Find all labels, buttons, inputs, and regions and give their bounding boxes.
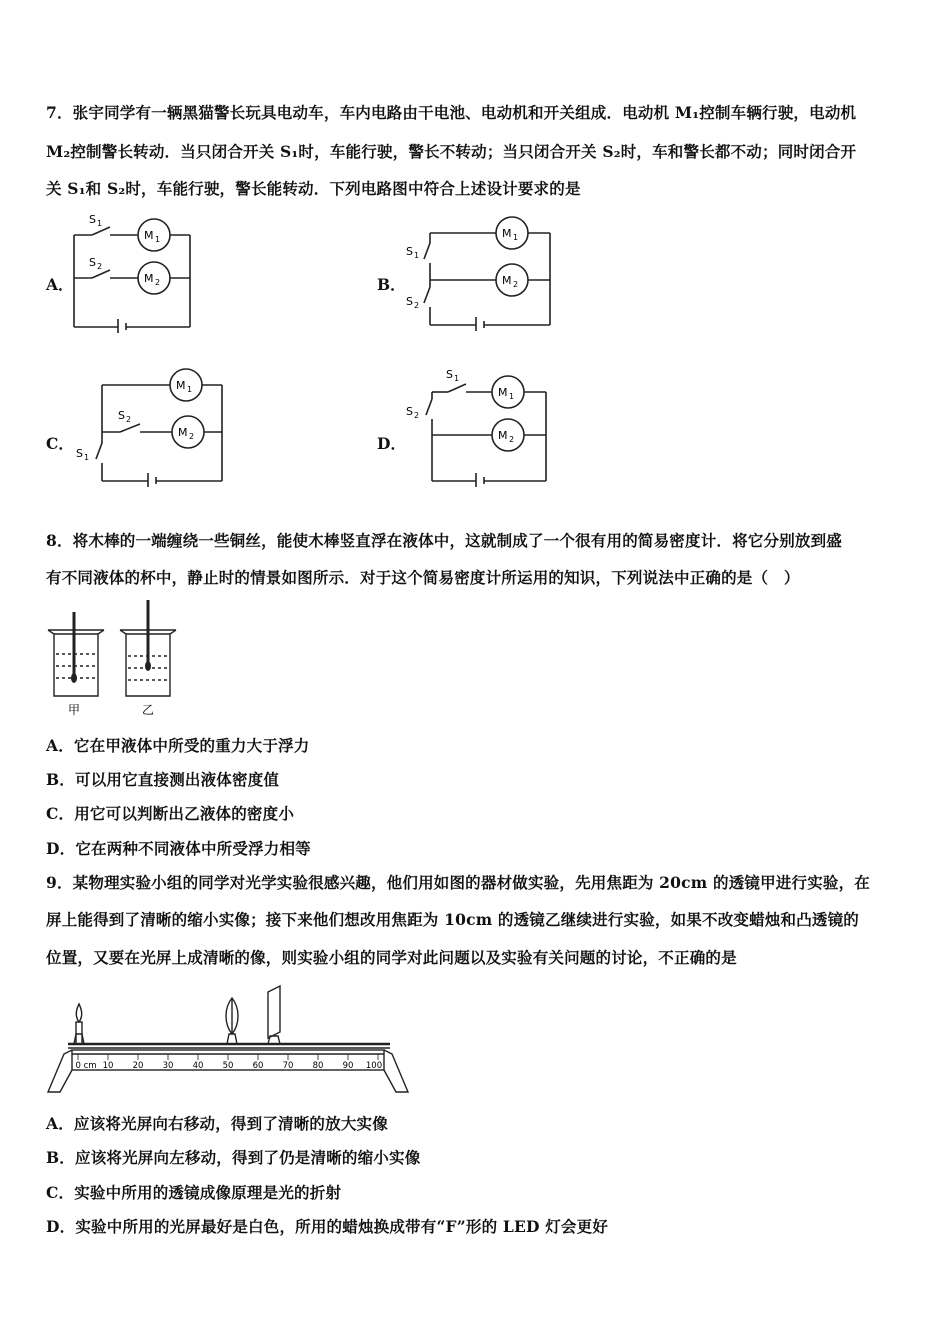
q7-option-c-label: C．: [46, 434, 74, 453]
ruler-label-40: 40: [192, 1061, 204, 1071]
b-m2-label: M: [502, 274, 512, 287]
c-m2-label: M: [178, 426, 188, 439]
q9-line-3: 位置，又要在光屏上成清晰的像，则实验小组的同学对此问题以及实验有关问题的讨论，不正确的是: [46, 948, 737, 967]
b-m1-label: M: [502, 227, 512, 240]
d-s2-label: S: [406, 405, 413, 418]
d-s2-sub: 2: [414, 411, 420, 420]
q9-choice-d: D．实验中所用的光屏最好是白色，所用的蜡烛换成带有“F”形的 LED 灯会更好: [46, 1217, 609, 1236]
q7-option-b-label: B．: [377, 275, 406, 294]
ruler-label-80: 80: [312, 1061, 324, 1071]
d-s1-label: S: [446, 368, 453, 381]
q9-choice-c: C．实验中所用的透镜成像原理是光的折射: [46, 1183, 342, 1202]
ruler-label-0: 0 cm: [75, 1061, 97, 1071]
q8-line-1: 8．将木棒的一端缠绕一些铜丝，能使木棒竖直浮在液体中，这就制成了一个很有用的简易密度计．将它分别放到盛: [46, 531, 842, 550]
circuit-c-diagram: [70, 365, 230, 490]
c-s1-sub: 1: [84, 453, 90, 462]
ruler-label-10: 10: [102, 1061, 114, 1071]
q8-choice-d: D．它在两种不同液体中所受浮力相等: [46, 839, 311, 858]
b-s2-sub: 2: [414, 301, 420, 310]
d-s1-sub: 1: [454, 374, 460, 383]
optical-bench-diagram: [42, 982, 412, 1098]
q8-choice-c: C．用它可以判断出乙液体的密度小: [46, 804, 295, 823]
beakers-diagram: [44, 598, 184, 720]
ruler-label-100: 100: [365, 1061, 383, 1071]
q7-option-a-label: A．: [46, 275, 74, 294]
q8-choice-b: B．可以用它直接测出液体密度值: [46, 770, 280, 789]
d-m1-sub: 1: [509, 392, 515, 401]
c-s2-label: S: [118, 409, 125, 422]
ruler-label-30: 30: [162, 1061, 174, 1071]
a-s1-label: S: [89, 213, 96, 226]
ruler-label-20: 20: [132, 1061, 144, 1071]
b-s2-label: S: [406, 295, 413, 308]
circuit-d-diagram: [400, 365, 555, 490]
a-m2-label: M: [144, 272, 154, 285]
q7-line-1: 7．张宇同学有一辆黑猫警长玩具电动车，车内电路由干电池、电动机和开关组成．电动机 M₁控制车辆行驶，电动机: [46, 103, 857, 122]
ruler-label-50: 50: [222, 1061, 234, 1071]
c-m2-sub: 2: [189, 432, 195, 441]
a-m1-sub: 1: [155, 235, 161, 244]
circuit-b-diagram: [400, 215, 560, 335]
b-s1-sub: 1: [414, 251, 420, 260]
a-s2-label: S: [89, 256, 96, 269]
c-m1-label: M: [176, 379, 186, 392]
a-m2-sub: 2: [155, 278, 161, 287]
q9-choice-b: B．应该将光屏向左移动，得到了仍是清晰的缩小实像: [46, 1148, 421, 1167]
ruler-label-90: 90: [342, 1061, 354, 1071]
d-m1-label: M: [498, 386, 508, 399]
q8-line-2: 有不同液体的杯中，静止时的情景如图所示．对于这个简易密度计所运用的知识，下列说法中正确的是（ ）: [46, 568, 800, 587]
q9-line-2: 屏上能得到了清晰的缩小实像；接下来他们想改用焦距为 10cm 的透镜乙继续进行实验，如果不改变蜡烛和凸透镜的: [46, 910, 860, 929]
a-m1-label: M: [144, 229, 154, 242]
ruler-label-60: 60: [252, 1061, 264, 1071]
ruler-label-70: 70: [282, 1061, 294, 1071]
q9-line-1: 9．某物理实验小组的同学对光学实验很感兴趣，他们用如图的器材做实验，先用焦距为 20cm 的透镜甲进行实验，在: [46, 873, 870, 892]
b-m1-sub: 1: [513, 233, 519, 242]
beaker-label-yi: 乙: [141, 703, 155, 717]
d-m2-label: M: [498, 429, 508, 442]
d-m2-sub: 2: [509, 435, 515, 444]
circuit-a-diagram: [66, 205, 201, 333]
q8-choice-a: A．它在甲液体中所受的重力大于浮力: [46, 736, 310, 755]
c-s1-label: S: [76, 447, 83, 460]
c-s2-sub: 2: [126, 415, 132, 424]
c-m1-sub: 1: [187, 385, 193, 394]
ruler-ticks: [78, 1054, 378, 1060]
beaker-label-jia: 甲: [67, 703, 81, 717]
q7-option-d-label: D．: [377, 434, 406, 453]
q7-line-2: M₂控制警长转动．当只闭合开关 S₁时，车能行驶，警长不转动；当只闭合开关 S₂时，车和警长都不动；同时闭合开: [46, 142, 857, 161]
b-m2-sub: 2: [513, 280, 519, 289]
densimeter-weight-a: [71, 673, 77, 683]
q9-choice-a: A．应该将光屏向右移动，得到了清晰的放大实像: [46, 1114, 388, 1133]
a-s2-sub: 2: [97, 262, 103, 271]
b-s1-label: S: [406, 245, 413, 258]
a-s1-sub: 1: [97, 219, 103, 228]
densimeter-weight-b: [145, 661, 151, 671]
q7-line-3: 关 S₁和 S₂时，车能行驶，警长能转动．下列电路图中符合上述设计要求的是: [46, 179, 581, 198]
